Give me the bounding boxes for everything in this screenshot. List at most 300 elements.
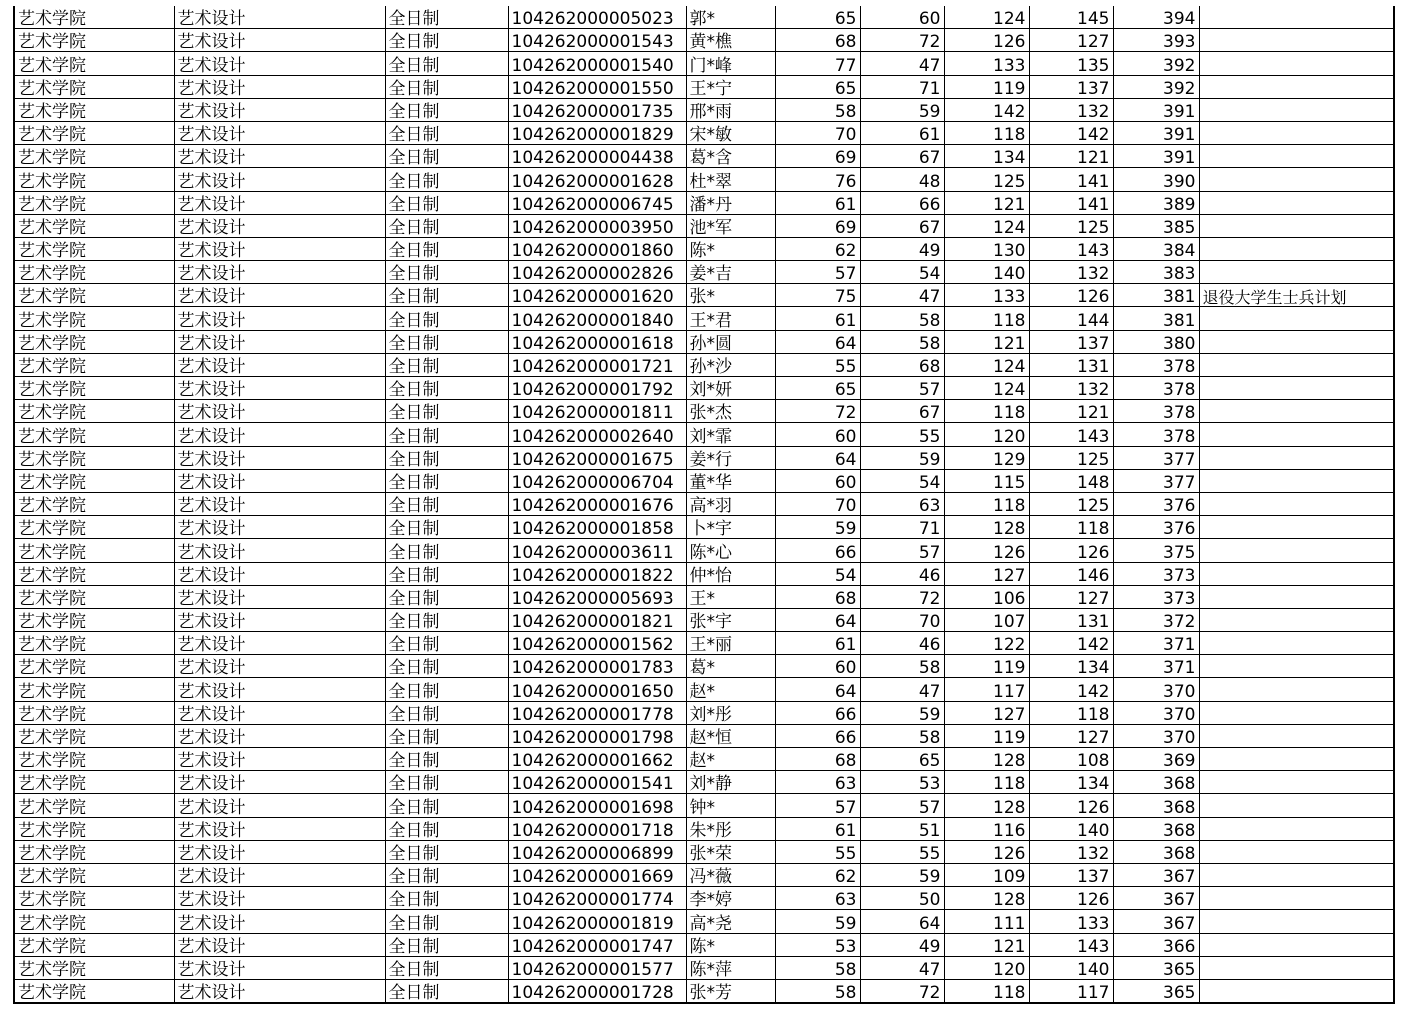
study-mode-cell: 全日制 — [385, 979, 508, 1003]
politics-score-cell: 57 — [775, 261, 860, 284]
candidate-id-cell: 104262000001747 — [508, 933, 686, 956]
politics-score-cell: 65 — [775, 75, 860, 98]
total-score-cell: 378 — [1113, 377, 1199, 400]
major-cell: 艺术设计 — [174, 423, 385, 446]
remark-cell — [1199, 817, 1394, 840]
study-mode-cell: 全日制 — [385, 6, 508, 29]
subject1-score-cell: 121 — [944, 933, 1029, 956]
table-row — [14, 145, 1394, 168]
subject2-score-cell: 125 — [1029, 492, 1113, 515]
subject1-score-cell: 128 — [944, 794, 1029, 817]
candidate-id-cell: 104262000001811 — [508, 400, 686, 423]
major-cell: 艺术设计 — [174, 585, 385, 608]
subject1-score-cell: 115 — [944, 469, 1029, 492]
college-cell: 艺术学院 — [14, 979, 174, 1003]
study-mode-cell: 全日制 — [385, 330, 508, 353]
remark-cell — [1199, 168, 1394, 191]
name-cell: 孙*圆 — [686, 330, 775, 353]
foreign-language-score-cell: 61 — [860, 121, 944, 144]
total-score-cell: 367 — [1113, 910, 1199, 933]
subject1-score-cell: 111 — [944, 910, 1029, 933]
total-score-cell: 377 — [1113, 469, 1199, 492]
table-row — [14, 29, 1394, 52]
candidate-id-cell: 104262000001783 — [508, 655, 686, 678]
name-cell: 刘*彤 — [686, 701, 775, 724]
candidate-id-cell: 104262000001698 — [508, 794, 686, 817]
major-cell: 艺术设计 — [174, 330, 385, 353]
remark-cell — [1199, 237, 1394, 260]
table-row — [14, 237, 1394, 260]
subject1-score-cell: 117 — [944, 678, 1029, 701]
table-row — [14, 6, 1394, 29]
foreign-language-score-cell: 67 — [860, 214, 944, 237]
subject2-score-cell: 143 — [1029, 237, 1113, 260]
name-cell: 姜*行 — [686, 446, 775, 469]
candidate-id-cell: 104262000006704 — [508, 469, 686, 492]
candidate-id-cell: 104262000001840 — [508, 307, 686, 330]
subject1-score-cell: 126 — [944, 29, 1029, 52]
name-cell: 张* — [686, 284, 775, 307]
subject2-score-cell: 140 — [1029, 956, 1113, 979]
remark-cell — [1199, 863, 1394, 886]
study-mode-cell: 全日制 — [385, 214, 508, 237]
study-mode-cell: 全日制 — [385, 98, 508, 121]
name-cell: 门*峰 — [686, 52, 775, 75]
major-cell: 艺术设计 — [174, 145, 385, 168]
remark-cell — [1199, 492, 1394, 515]
foreign-language-score-cell: 71 — [860, 75, 944, 98]
subject2-score-cell: 108 — [1029, 748, 1113, 771]
subject2-score-cell: 127 — [1029, 29, 1113, 52]
table-row — [14, 771, 1394, 794]
table-body — [14, 6, 1394, 1003]
politics-score-cell: 61 — [775, 632, 860, 655]
subject2-score-cell: 142 — [1029, 632, 1113, 655]
total-score-cell: 376 — [1113, 516, 1199, 539]
remark-cell — [1199, 353, 1394, 376]
table-row — [14, 748, 1394, 771]
major-cell: 艺术设计 — [174, 887, 385, 910]
name-cell: 宋*敏 — [686, 121, 775, 144]
subject2-score-cell: 134 — [1029, 655, 1113, 678]
foreign-language-score-cell: 58 — [860, 655, 944, 678]
politics-score-cell: 55 — [775, 840, 860, 863]
foreign-language-score-cell: 67 — [860, 145, 944, 168]
total-score-cell: 373 — [1113, 562, 1199, 585]
study-mode-cell: 全日制 — [385, 261, 508, 284]
name-cell: 钟* — [686, 794, 775, 817]
table-row — [14, 307, 1394, 330]
major-cell: 艺术设计 — [174, 933, 385, 956]
remark-cell — [1199, 469, 1394, 492]
name-cell: 孙*沙 — [686, 353, 775, 376]
total-score-cell: 393 — [1113, 29, 1199, 52]
college-cell: 艺术学院 — [14, 933, 174, 956]
total-score-cell: 371 — [1113, 632, 1199, 655]
subject2-score-cell: 132 — [1029, 377, 1113, 400]
subject1-score-cell: 122 — [944, 632, 1029, 655]
politics-score-cell: 64 — [775, 678, 860, 701]
subject2-score-cell: 141 — [1029, 191, 1113, 214]
table-row — [14, 284, 1394, 307]
total-score-cell: 377 — [1113, 446, 1199, 469]
total-score-cell: 384 — [1113, 237, 1199, 260]
remark-cell — [1199, 655, 1394, 678]
study-mode-cell: 全日制 — [385, 121, 508, 144]
subject1-score-cell: 129 — [944, 446, 1029, 469]
study-mode-cell: 全日制 — [385, 608, 508, 631]
subject1-score-cell: 118 — [944, 771, 1029, 794]
subject1-score-cell: 118 — [944, 121, 1029, 144]
college-cell: 艺术学院 — [14, 121, 174, 144]
remark-cell — [1199, 539, 1394, 562]
subject2-score-cell: 148 — [1029, 469, 1113, 492]
major-cell: 艺术设计 — [174, 956, 385, 979]
college-cell: 艺术学院 — [14, 608, 174, 631]
table-row — [14, 168, 1394, 191]
study-mode-cell: 全日制 — [385, 632, 508, 655]
major-cell: 艺术设计 — [174, 608, 385, 631]
remark-cell — [1199, 446, 1394, 469]
total-score-cell: 372 — [1113, 608, 1199, 631]
table-row — [14, 678, 1394, 701]
subject1-score-cell: 116 — [944, 817, 1029, 840]
major-cell: 艺术设计 — [174, 284, 385, 307]
remark-cell — [1199, 632, 1394, 655]
total-score-cell: 369 — [1113, 748, 1199, 771]
politics-score-cell: 63 — [775, 771, 860, 794]
study-mode-cell: 全日制 — [385, 423, 508, 446]
remark-cell — [1199, 423, 1394, 446]
politics-score-cell: 58 — [775, 979, 860, 1003]
candidate-id-cell: 104262000001628 — [508, 168, 686, 191]
remark-cell — [1199, 261, 1394, 284]
remark-cell — [1199, 585, 1394, 608]
college-cell: 艺术学院 — [14, 52, 174, 75]
total-score-cell: 365 — [1113, 979, 1199, 1003]
total-score-cell: 370 — [1113, 701, 1199, 724]
name-cell: 葛* — [686, 655, 775, 678]
name-cell: 陈* — [686, 237, 775, 260]
subject2-score-cell: 140 — [1029, 817, 1113, 840]
total-score-cell: 378 — [1113, 353, 1199, 376]
table-row — [14, 446, 1394, 469]
major-cell: 艺术设计 — [174, 817, 385, 840]
foreign-language-score-cell: 47 — [860, 52, 944, 75]
subject1-score-cell: 120 — [944, 956, 1029, 979]
subject1-score-cell: 109 — [944, 863, 1029, 886]
major-cell: 艺术设计 — [174, 748, 385, 771]
subject1-score-cell: 133 — [944, 52, 1029, 75]
subject1-score-cell: 106 — [944, 585, 1029, 608]
politics-score-cell: 72 — [775, 400, 860, 423]
foreign-language-score-cell: 64 — [860, 910, 944, 933]
college-cell: 艺术学院 — [14, 585, 174, 608]
politics-score-cell: 60 — [775, 469, 860, 492]
foreign-language-score-cell: 58 — [860, 307, 944, 330]
table-row — [14, 469, 1394, 492]
politics-score-cell: 65 — [775, 6, 860, 29]
subject1-score-cell: 107 — [944, 608, 1029, 631]
name-cell: 刘*静 — [686, 771, 775, 794]
remark-cell — [1199, 214, 1394, 237]
remark-cell — [1199, 307, 1394, 330]
college-cell: 艺术学院 — [14, 910, 174, 933]
study-mode-cell: 全日制 — [385, 191, 508, 214]
candidate-id-cell: 104262000001650 — [508, 678, 686, 701]
politics-score-cell: 59 — [775, 910, 860, 933]
candidate-id-cell: 104262000001550 — [508, 75, 686, 98]
name-cell: 黄*樵 — [686, 29, 775, 52]
college-cell: 艺术学院 — [14, 377, 174, 400]
foreign-language-score-cell: 47 — [860, 956, 944, 979]
college-cell: 艺术学院 — [14, 284, 174, 307]
subject1-score-cell: 124 — [944, 214, 1029, 237]
politics-score-cell: 70 — [775, 492, 860, 515]
subject2-score-cell: 121 — [1029, 400, 1113, 423]
total-score-cell: 390 — [1113, 168, 1199, 191]
politics-score-cell: 66 — [775, 539, 860, 562]
subject2-score-cell: 132 — [1029, 98, 1113, 121]
major-cell: 艺术设计 — [174, 237, 385, 260]
major-cell: 艺术设计 — [174, 377, 385, 400]
foreign-language-score-cell: 57 — [860, 377, 944, 400]
total-score-cell: 368 — [1113, 840, 1199, 863]
candidate-id-cell: 104262000001620 — [508, 284, 686, 307]
college-cell: 艺术学院 — [14, 446, 174, 469]
subject2-score-cell: 126 — [1029, 794, 1113, 817]
total-score-cell: 385 — [1113, 214, 1199, 237]
total-score-cell: 368 — [1113, 771, 1199, 794]
table-row — [14, 608, 1394, 631]
remark-cell — [1199, 794, 1394, 817]
subject2-score-cell: 125 — [1029, 214, 1113, 237]
candidate-id-cell: 104262000001829 — [508, 121, 686, 144]
remark-cell: 退役大学生士兵计划 — [1199, 284, 1394, 307]
foreign-language-score-cell: 46 — [860, 632, 944, 655]
foreign-language-score-cell: 72 — [860, 585, 944, 608]
subject2-score-cell: 135 — [1029, 52, 1113, 75]
total-score-cell: 380 — [1113, 330, 1199, 353]
total-score-cell: 375 — [1113, 539, 1199, 562]
candidate-id-cell: 104262000001676 — [508, 492, 686, 515]
name-cell: 王*丽 — [686, 632, 775, 655]
candidate-id-cell: 104262000001543 — [508, 29, 686, 52]
subject2-score-cell: 118 — [1029, 516, 1113, 539]
study-mode-cell: 全日制 — [385, 284, 508, 307]
total-score-cell: 373 — [1113, 585, 1199, 608]
study-mode-cell: 全日制 — [385, 168, 508, 191]
major-cell: 艺术设计 — [174, 168, 385, 191]
subject1-score-cell: 121 — [944, 191, 1029, 214]
major-cell: 艺术设计 — [174, 794, 385, 817]
foreign-language-score-cell: 66 — [860, 191, 944, 214]
name-cell: 高*尧 — [686, 910, 775, 933]
major-cell: 艺术设计 — [174, 307, 385, 330]
candidate-id-cell: 104262000003611 — [508, 539, 686, 562]
study-mode-cell: 全日制 — [385, 237, 508, 260]
college-cell: 艺术学院 — [14, 701, 174, 724]
name-cell: 赵*恒 — [686, 724, 775, 747]
subject2-score-cell: 133 — [1029, 910, 1113, 933]
study-mode-cell: 全日制 — [385, 400, 508, 423]
foreign-language-score-cell: 49 — [860, 933, 944, 956]
foreign-language-score-cell: 58 — [860, 330, 944, 353]
candidate-id-cell: 104262000001728 — [508, 979, 686, 1003]
major-cell: 艺术设计 — [174, 771, 385, 794]
college-cell: 艺术学院 — [14, 817, 174, 840]
total-score-cell: 378 — [1113, 400, 1199, 423]
subject1-score-cell: 124 — [944, 353, 1029, 376]
study-mode-cell: 全日制 — [385, 724, 508, 747]
major-cell: 艺术设计 — [174, 840, 385, 863]
table-row — [14, 840, 1394, 863]
politics-score-cell: 68 — [775, 748, 860, 771]
name-cell: 张*宇 — [686, 608, 775, 631]
candidate-id-cell: 104262000002826 — [508, 261, 686, 284]
table-row — [14, 400, 1394, 423]
college-cell: 艺术学院 — [14, 191, 174, 214]
subject1-score-cell: 142 — [944, 98, 1029, 121]
remark-cell — [1199, 400, 1394, 423]
foreign-language-score-cell: 57 — [860, 794, 944, 817]
table-row — [14, 979, 1394, 1003]
foreign-language-score-cell: 53 — [860, 771, 944, 794]
table-row — [14, 214, 1394, 237]
name-cell: 郭* — [686, 6, 775, 29]
major-cell: 艺术设计 — [174, 6, 385, 29]
foreign-language-score-cell: 59 — [860, 98, 944, 121]
table-row — [14, 794, 1394, 817]
foreign-language-score-cell: 58 — [860, 724, 944, 747]
college-cell: 艺术学院 — [14, 353, 174, 376]
study-mode-cell: 全日制 — [385, 863, 508, 886]
subject2-score-cell: 137 — [1029, 863, 1113, 886]
politics-score-cell: 53 — [775, 933, 860, 956]
candidate-id-cell: 104262000002640 — [508, 423, 686, 446]
subject2-score-cell: 127 — [1029, 724, 1113, 747]
foreign-language-score-cell: 48 — [860, 168, 944, 191]
politics-score-cell: 63 — [775, 887, 860, 910]
foreign-language-score-cell: 71 — [860, 516, 944, 539]
total-score-cell: 391 — [1113, 98, 1199, 121]
table-row — [14, 632, 1394, 655]
table-row — [14, 701, 1394, 724]
total-score-cell: 370 — [1113, 678, 1199, 701]
candidate-id-cell: 104262000001562 — [508, 632, 686, 655]
college-cell: 艺术学院 — [14, 75, 174, 98]
study-mode-cell: 全日制 — [385, 771, 508, 794]
politics-score-cell: 57 — [775, 794, 860, 817]
candidate-id-cell: 104262000001822 — [508, 562, 686, 585]
subject2-score-cell: 134 — [1029, 771, 1113, 794]
subject2-score-cell: 141 — [1029, 168, 1113, 191]
candidate-id-cell: 104262000005023 — [508, 6, 686, 29]
study-mode-cell: 全日制 — [385, 817, 508, 840]
foreign-language-score-cell: 57 — [860, 539, 944, 562]
major-cell: 艺术设计 — [174, 75, 385, 98]
foreign-language-score-cell: 51 — [860, 817, 944, 840]
name-cell: 池*军 — [686, 214, 775, 237]
name-cell: 潘*丹 — [686, 191, 775, 214]
table-row — [14, 724, 1394, 747]
subject1-score-cell: 124 — [944, 6, 1029, 29]
total-score-cell: 381 — [1113, 284, 1199, 307]
subject2-score-cell: 126 — [1029, 284, 1113, 307]
table-row — [14, 887, 1394, 910]
total-score-cell: 376 — [1113, 492, 1199, 515]
foreign-language-score-cell: 46 — [860, 562, 944, 585]
politics-score-cell: 70 — [775, 121, 860, 144]
college-cell: 艺术学院 — [14, 6, 174, 29]
politics-score-cell: 69 — [775, 214, 860, 237]
subject1-score-cell: 119 — [944, 724, 1029, 747]
name-cell: 刘*妍 — [686, 377, 775, 400]
college-cell: 艺术学院 — [14, 492, 174, 515]
politics-score-cell: 66 — [775, 724, 860, 747]
candidate-id-cell: 104262000001792 — [508, 377, 686, 400]
name-cell: 王*君 — [686, 307, 775, 330]
total-score-cell: 392 — [1113, 75, 1199, 98]
subject2-score-cell: 117 — [1029, 979, 1113, 1003]
remark-cell — [1199, 933, 1394, 956]
candidate-id-cell: 104262000001718 — [508, 817, 686, 840]
subject1-score-cell: 133 — [944, 284, 1029, 307]
college-cell: 艺术学院 — [14, 771, 174, 794]
remark-cell — [1199, 191, 1394, 214]
remark-cell — [1199, 145, 1394, 168]
remark-cell — [1199, 956, 1394, 979]
candidate-id-cell: 104262000001669 — [508, 863, 686, 886]
admission-score-table — [13, 6, 1395, 1004]
total-score-cell: 378 — [1113, 423, 1199, 446]
subject1-score-cell: 126 — [944, 539, 1029, 562]
college-cell: 艺术学院 — [14, 307, 174, 330]
study-mode-cell: 全日制 — [385, 910, 508, 933]
study-mode-cell: 全日制 — [385, 933, 508, 956]
total-score-cell: 391 — [1113, 121, 1199, 144]
candidate-id-cell: 104262000001618 — [508, 330, 686, 353]
study-mode-cell: 全日制 — [385, 516, 508, 539]
politics-score-cell: 77 — [775, 52, 860, 75]
major-cell: 艺术设计 — [174, 52, 385, 75]
subject1-score-cell: 120 — [944, 423, 1029, 446]
politics-score-cell: 58 — [775, 956, 860, 979]
name-cell: 刘*霏 — [686, 423, 775, 446]
table-row — [14, 191, 1394, 214]
subject2-score-cell: 126 — [1029, 539, 1113, 562]
name-cell: 杜*翠 — [686, 168, 775, 191]
subject1-score-cell: 128 — [944, 748, 1029, 771]
college-cell: 艺术学院 — [14, 423, 174, 446]
table-row — [14, 75, 1394, 98]
college-cell: 艺术学院 — [14, 400, 174, 423]
politics-score-cell: 68 — [775, 585, 860, 608]
major-cell: 艺术设计 — [174, 214, 385, 237]
remark-cell — [1199, 516, 1394, 539]
foreign-language-score-cell: 54 — [860, 469, 944, 492]
study-mode-cell: 全日制 — [385, 956, 508, 979]
remark-cell — [1199, 330, 1394, 353]
total-score-cell: 370 — [1113, 724, 1199, 747]
candidate-id-cell: 104262000001819 — [508, 910, 686, 933]
foreign-language-score-cell: 63 — [860, 492, 944, 515]
total-score-cell: 394 — [1113, 6, 1199, 29]
total-score-cell: 383 — [1113, 261, 1199, 284]
candidate-id-cell: 104262000006899 — [508, 840, 686, 863]
foreign-language-score-cell: 55 — [860, 423, 944, 446]
study-mode-cell: 全日制 — [385, 539, 508, 562]
